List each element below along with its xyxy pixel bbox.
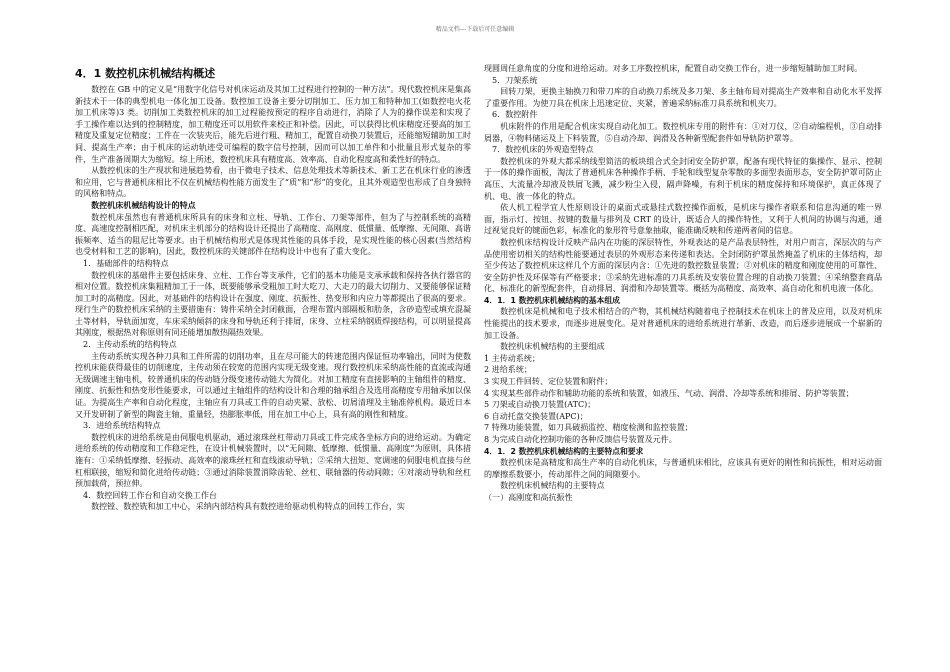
paragraph: 1 主传动系统； [484,353,540,363]
paragraph: 3．进给系统结构特点 [83,421,161,431]
paragraph: 数控机床结构设计反映产品内在功能的深层特性，外观表达的是产品表层特性，对用户而言，深层次的与产品使用密切相关的结构性能要通过表层的外观形态来传递和表达。全封闭防护罩虽然掩盖了机床的主体结构，却至少传达了数控机床这样几个方面的深层内含：①先进的数控数显装置；②对机床的精度和刚度使用的可靠性、安全防护性及环保等有严格要求；③采纳先进标准的刀具系统及安装位置合理的自动换刀装置；④采纳整套商品化、标准化的新型配套件，自动排屑、润滑和冷却装置等。概括为高精度、高效率、高自动化和机电液一体化。 [484,237,882,294]
paragraph: 1．基础部件的结构特点 [83,258,169,268]
paragraph: 7 特殊功能装置，如刀具破损监控、精度检测和监控装置； [484,423,693,433]
left-column [75,66,471,513]
paragraph: 6 自动托盘交换装置(APC)； [484,411,588,421]
paragraph: 6．数控附件 [492,110,538,120]
paragraph: 3 实现工件回转、定位装置和附件； [484,377,613,387]
section-heading: 4．1．2 数控机床机械结构的主要特点和要求 [484,446,644,456]
section-heading: 数控机床机械结构设计的特点 [91,199,196,210]
paragraph: 数控机床虽然也有普通机床所具有的床身和立柱、导轨、工作台、刀架等部件，但为了与控制系统的高精度、高速度控制相匹配，对机床主机部分的结构设计还提出了高精度、高刚度、低惯量、低摩擦、无间隙、高谐振频率、适当的阻尼比等要求。由于机械结构形式是体现其性能的具体手段，是实现性能的核心因素(当然结构也受材料和工艺的影响)，因此，数控机床的关键部件在结构设计中也有了重大变化。 [75,212,471,257]
paragraph: 7．数控机床的外观造型特点 [492,145,594,155]
paragraph: 数控机床机械结构的主要特点 [500,481,605,491]
paragraph: 回转刀架，更换主轴换刀和带刀库的自动换刀系统及多刀架、多主轴布局对提高生产效率和自动化水平发挥了重要作用。为使刀具在机床上迅速定位、夹紧，普遍采纳标准刀具系统和机夹刀。 [484,87,882,108]
paragraph: 数控机床的基础件主要包括床身、立柱、工作台等支承件，它们的基本功能是支承承载和保持各执行器官的相对位置。数控机床集粗精加工于一体，既要能够承受粗加工时大吃刀、大走刀的最大切削力、又要能够保证精加工时的高精度。因此，对基础件的结构设计在强度、刚度、抗振性、热变形和内应力等都提出了很高的要求。现行生产的数控机床采纳的主要措施有：铸件采纳全封闭截面，合理布置内部隔板和肋条，含砂造型或填充混凝土等材料，导轨面加宽，车床采纳倾斜的床身和导轨还利于排屑，床身、立柱采纳钢质焊接结构，可以明显提高其刚度，根据热对称原则有同还能增加散热隔热效果。 [75,270,471,338]
paragraph: 4 实现某些部件动作和辅助功能的系统和装置，如液压、气动、润滑、冷却等系统和排屑、防护等装置； [484,388,854,398]
paragraph: （一）高刚度和高抗振性 [484,492,573,502]
paragraph: 数控在 GB 中的定义是“用数字化信号对机床运动及其加工过程进行控制的一种方法”。现代数控机床是集高新技术于一体的典型机电一体化加工设备。数控加工设备主要分切削加工、压力加工和特种加工(如数控电火花加工机床等)3 类。切削加工类数控机床的加工过程能按预定的程序自动进行，消除了人为的操作误差和实现了手工操作难以达到的控制精度，加工精度还可以用软件来校正和补偿。因此，可以获得比机床精度还要高的加工精度及重复定位精度；工件在一次装夹后，能先后进行粗、精加工，配置自动换刀装置后，还能缩短辅助加工时间、提高生产率；由于机床的运动轨迹受可编程的数字信号控制，因而可以加工单件和小批量且形式复杂的零件，生产准备周期大为缩短。综上所述，数控机床具有精度高、效率高、自动化程度高和柔性好的特点。 [75,85,471,164]
section-heading: 4．1．1 数控机床机械结构的基本组成 [484,295,620,305]
paragraph: 从数控机床的生产现状和进展趋势看，由于微电子技术、信息处理技术等新技术、新工艺在机床行业的渗透和应用，它与普通机床相比不仅在机械结构性能方面发生了“质”和“形”的变化，且其外观造型也形成了自身独特的风格和特点。 [75,166,471,199]
paragraph: 依人机工程学宜人性原则设计的桌面式或悬挂式数控操作面板，是机床与操作者联系和信息沟通的唯一界面，指示灯、按钮、按键的数量与排列及 CRT 的设计，既适合人的操作特性，又利于人机间的协调与沟通，通过视觉良好的键面色彩，标准化的象形符号意象抽取，能准确反映和传递两者间的信息。 [484,203,882,236]
paragraph: 数控镗、数控铣和加工中心，采纳内部结构具有数控进给驱动机构特点的回转工作台，实 [91,502,405,512]
paragraph: 8 为完成自动化控制功能的各种反馈信号装置及元件。 [484,435,677,444]
paragraph: 现圆周任意角度的分度和进给运动。对多工序数控机床，配置自动交换工作台，进一步缩短辅助加工时间。 [484,64,863,73]
section-heading: 4．1 数控机床机械结构概述 [75,67,216,80]
paragraph: 数控机床机械结构的主要组成 [500,342,605,352]
paragraph: 5 刀架或自动换刀装置(ATC)； [484,400,596,410]
paragraph: 2 进给系统； [484,365,532,375]
header-watermark: 精品文档---下载后可任意编辑 [435,26,515,33]
paragraph: 数控机床是机械和电子技术相结合的产物，其机械结构随着电子控制技术在机床上的普及应用，以及对机床性能提出的技术要求，而逐步进展变化。是对普通机床的进给系统进行革新、改造，而后逐步进展成一个崭新的加工设备。 [484,307,882,340]
right-column [484,63,882,504]
paragraph: 5．刀架系统 [492,75,538,85]
paragraph: 2．主传动系统的结构特点 [83,340,177,350]
paragraph: 4．数控回转工作台和自动交换工作台 [83,490,217,500]
paragraph: 机床附件的作用是配合机床实现自动化加工。数控机床专用的附件有：①对刀仪，②自动编程机，③自动排屑器，④物料储运及上下料装置，⑤自动冷却、润滑及各种新型配套件如导轨防护罩等。 [484,121,882,143]
paragraph: 数控机床的外观大都采纳线型简洁的板块组合式全封闭安全防护罩，配备有现代特征的集操作、显示、控制于一体的操作面板，淘汰了普通机床各种操作手柄、手轮和线型复杂零散的多面型表面形态，安全防护罩可防止高压、大流量冷却液及铁屑飞溅，减少粉尘入侵，隔声降噪，有利于机床的精度保持和环境保护，真正体现了机、电、液一体化的特点。 [484,156,882,201]
paragraph: 数控机床的进给系统是由伺服电机驱动，通过滚珠丝杠带动刀具或工件完成各坐标方向的进给运动。为确定进给系统的传动精度和工作稳定性，在设计机械装置时，以“无间隙、低摩擦、低惯量、高刚度”为原则，具体措施有：①采纳低摩擦、轻振动、高效率的滚珠丝杠和直线滚动导轨；②采纳大扭矩、宽调速的伺服电机直接与丝杠相联接，缩短和简化进给传动链；③通过消除装置消除齿轮、丝杠、联轴器的传动间隙；④对滚动导轨和丝杠预加载荷，预拉伸。 [75,432,471,489]
paragraph: 主传动系统实现各种刀具和工件所需的切削功率，且在尽可能大的转速范围内保证恒功率输出，同时为使数控机床能获得最佳的切削速度，主传动须在较宽的范围内实现无级变速。现行数控机床采纳高性能的直流或沟通无级调速主轴电机，较普通机床的传动链分级变速传动链大为简化。对加工精度有直接影响的主轴组件的精度、刚度、抗振性和热变形性能要求，可以通过主轴组件的结构设计和合理的轴承组合及选用高精度专用轴承加以保证。为提高生产率和自动化程度，主轴应有刀具或工件的自动夹紧、放松、切屑清理及主轴准停机构。最近日本又开发研制了新型的陶瓷主轴，重量轻，热膨胀率低，用在加工中心上，具有高的刚性和精度。 [75,351,471,419]
paragraph: 数控机床是高精度和高生产率的自动化机床，与普通机床相比，应该具有更好的刚性和抗振性，相对运动面的摩擦系数要小，传动部件之间的间隙要小。 [484,458,882,479]
